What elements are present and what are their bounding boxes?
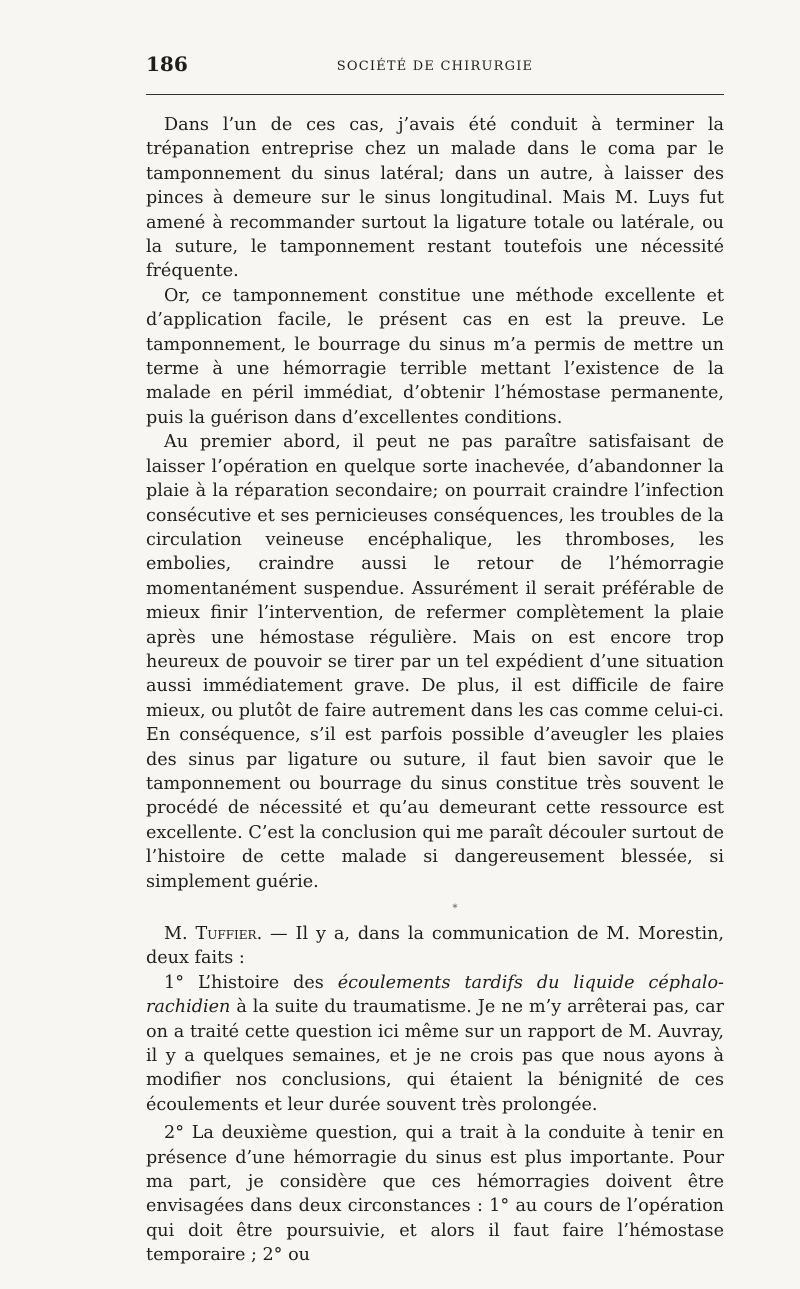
paragraph-2: Or, ce tamponnement constitue une méthode excellente et d’application facile, le présent cas en est la preuve. Le tamponnement, le bourrage du sinus m’a permis de mettre un terme à une hémorragie terrible mettant l’existence de la malade en péril immédiat, d’obtenir l’hémostase permanente, puis la guérison dans d’excellentes conditions. <box>146 285 724 428</box>
page-header <box>146 52 724 82</box>
tuffier-intro <box>146 922 724 971</box>
page-number: 186 <box>146 52 188 76</box>
paragraph-1: Dans l’un de ces cas, j’avais été conduit à terminer la trépanation entreprise chez un malade dans le coma par le tamponnement du sinus latéral; dans un autre, à laisser des pinces à demeure sur le sinus longitudinal. Mais M. Luys fut amené à recommander surtout la ligature totale ou latérale, ou la suture, le tamponnement restant toutefois une nécessité fréquente. <box>146 115 724 282</box>
paragraph-3: Au premier abord, il peut ne pas paraître satisfaisant de laisser l’opération en quelque sorte inachevée, d’abandonner la plaie à la réparation secondaire; on pourrait craindre l’infection consécutive et ses pernicieuses conséquences, les troubles de la circulation veineuse encéphalique, les thromboses, les embolies, craindre aussi le retour de l’hémorragie momentanément suspendue. Assurément il serait préférable de mieux finir l’intervention, de refermer complètement la plaie après une hémostase régulière. Mais on est encore trop heureux de pouvoir se tirer par un tel expédient d’une situation aussi immédiatement grave. De plus, il est difficile de faire mieux, ou plutôt de faire autrement dans les cas comme celui-ci. En conséquence, s’il est parfois possible d’aveugler les plaies des sinus par ligature ou suture, il faut bien savoir que le tamponnement ou bourrage du sinus constitue très souvent le procédé de nécessité et qu’au demeurant cette ressource est excellente. C’est la conclusion qui me paraît découler surtout de l’histoire de cette malade si dangereusement blessée, si simplement guérie. <box>146 432 724 892</box>
body-text <box>146 113 724 1268</box>
point-1-number: 1° <box>164 972 184 993</box>
header-rule <box>146 94 724 95</box>
point-2-number: 2° <box>164 1123 184 1144</box>
point-2 <box>146 1121 724 1267</box>
point-2-text: La deuxième question, qui a trait à la conduite à tenir en présence d’une hémorragie du sinus est plus importante. Pour ma part, je considère que ces hémorragies doivent être envisagées dans deux circonstances : 1° au cours de l’opération qui doit être poursuivie, et alors il faut faire l’hémostase temporaire ; 2° ou <box>146 1123 724 1266</box>
running-title: SOCIÉTÉ DE CHIRURGIE <box>336 59 534 74</box>
speaker-name: Tuffier <box>195 924 257 944</box>
point-1 <box>146 971 724 1117</box>
tuffier-intro-text: . — Il y a, dans la communication de M. Morestin, deux faits : <box>146 924 724 969</box>
section-separator: * <box>452 903 458 914</box>
point-1-italic: écoulements tardifs du liquide céphalo-rachidien <box>146 972 725 1018</box>
point-1-text: à la suite du traumatisme. Je ne m’y arrêterai pas, car on a traité cette question ici même sur un rapport de M. Auvray, il y a quelques semaines, et je ne crois pas que nous ayons à modifier nos conclusions, qui étaient la bénignité de ces écoulements et leur durée souvent très prolongée. <box>146 997 724 1115</box>
point-1-lead: L’histoire des <box>184 972 338 993</box>
speaker-prefix: M. <box>164 924 188 944</box>
